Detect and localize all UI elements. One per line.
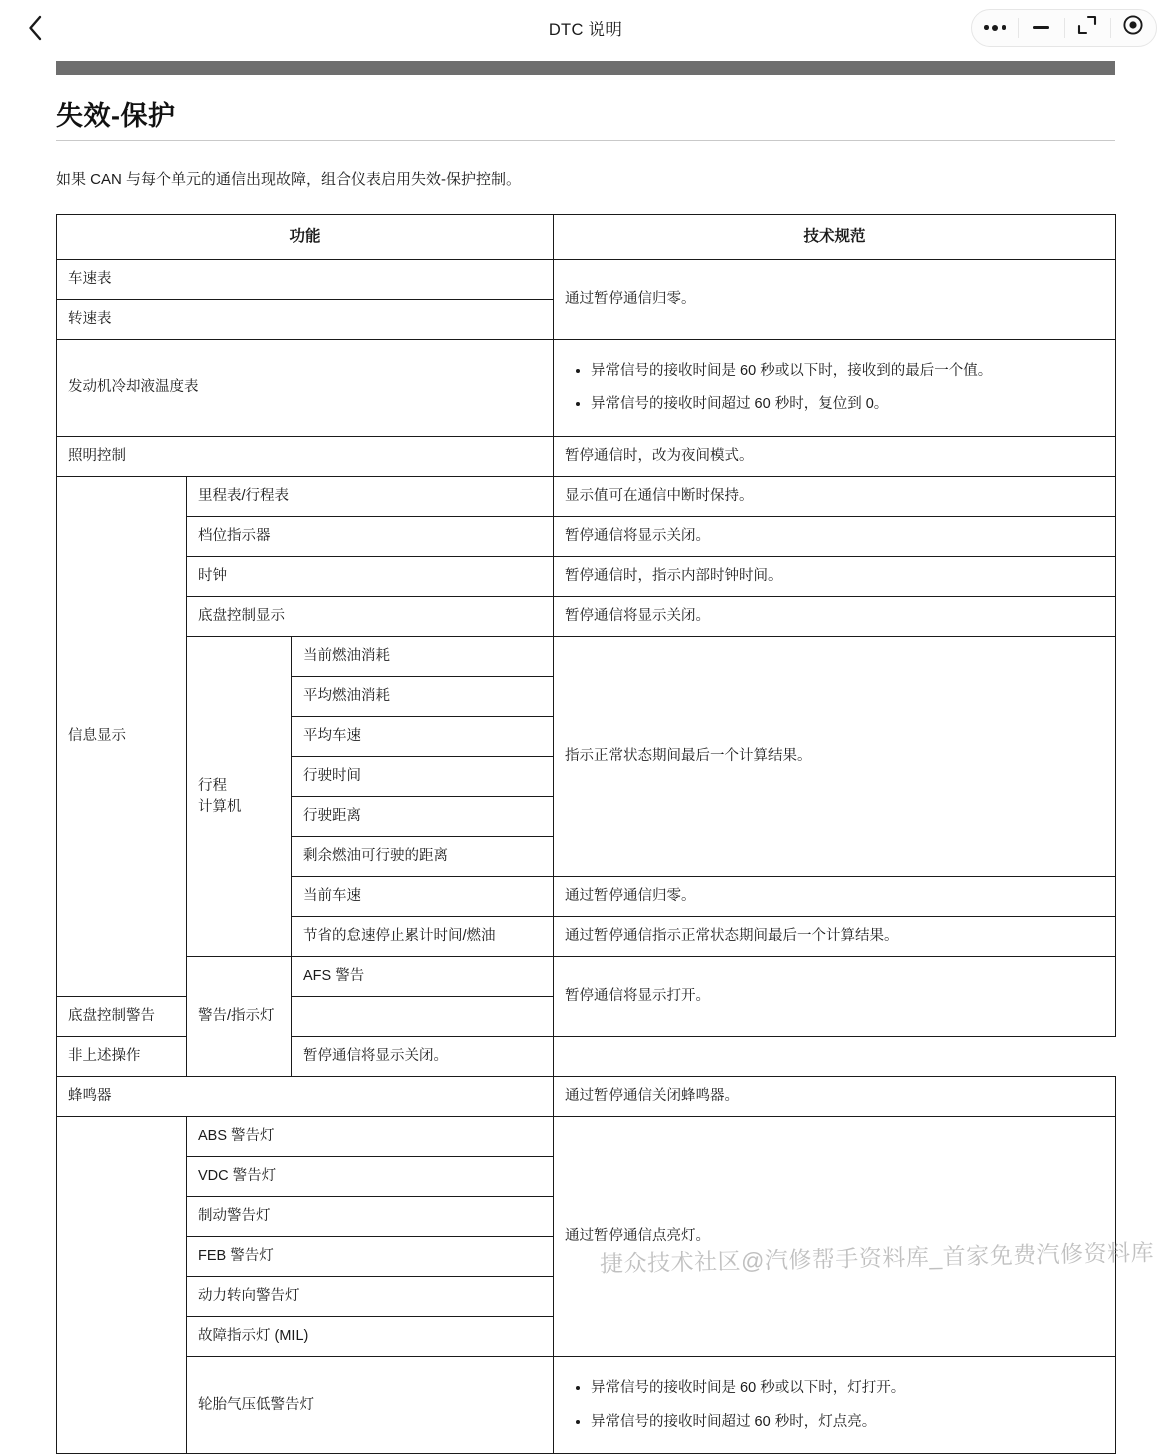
cell-coolant-spec (554, 340, 1116, 437)
cell-mil-lamp: 故障指示灯 (MIL) (187, 1317, 554, 1357)
cell-afs-warning: AFS 警告 (292, 957, 554, 997)
section-heading: 失效-保护 (56, 94, 1115, 140)
table-row (57, 556, 1116, 596)
close-button[interactable] (1110, 10, 1156, 46)
expand-corners-icon (1077, 15, 1097, 40)
cell-illumination-control: 照明控制 (57, 436, 554, 476)
cell-clock-spec: 暂停通信时，指示内部时钟时间。 (554, 556, 1116, 596)
circle-target-icon (1122, 14, 1144, 41)
trip-computer-label-line2: 计算机 (198, 799, 242, 815)
table-row (57, 957, 1116, 997)
cell-chassis-control-warning: 底盘控制警告 (57, 997, 187, 1037)
more-menu-button[interactable] (972, 10, 1018, 46)
cell-tire-spec (554, 1357, 1116, 1454)
cell-average-speed: 平均车速 (292, 717, 554, 757)
cell-low-tire-pressure-lamp: 轮胎气压低警告灯 (187, 1357, 554, 1454)
watermark-text: 捷众技术社区@汽修帮手资料库_首家免费汽修资料库 (600, 1234, 1155, 1279)
minimize-dash-icon (1033, 26, 1049, 29)
list-item: • 异常信号的接收时间超过 60 秒时，灯点亮。 (591, 1411, 1104, 1433)
cell-power-steering-warning-lamp: 动力转向警告灯 (187, 1277, 554, 1317)
table-header-row (57, 214, 1116, 259)
table-row (57, 340, 1116, 437)
cell-current-fuel-consumption: 当前燃油消耗 (292, 637, 554, 677)
tire-bullet-list (565, 1377, 1104, 1433)
cell-current-speed: 当前车速 (292, 877, 554, 917)
cell-brake-warning-lamp: 制动警告灯 (187, 1197, 554, 1237)
cell-lamps-on-spec: 通过暂停通信点亮灯。 (554, 1117, 1116, 1357)
window-controls-capsule (971, 9, 1157, 47)
cell-abs-warning-lamp: ABS 警告灯 (187, 1117, 554, 1157)
cell-buzzer-spec: 通过暂停通信关闭蜂鸣器。 (554, 1077, 1116, 1117)
cell-driving-distance: 行驶距离 (292, 797, 554, 837)
cell-vdc-warning-lamp: VDC 警告灯 (187, 1157, 554, 1197)
cell-illumination-spec: 暂停通信时，改为夜间模式。 (554, 436, 1116, 476)
table-row (57, 1077, 1116, 1117)
cell-idle-stop-saved: 节省的怠速停止累计时间/燃油 (292, 917, 554, 957)
cell-speedometer: 车速表 (57, 259, 554, 299)
cell-gear-indicator: 档位指示器 (187, 516, 554, 556)
cell-feb-warning-lamp: FEB 警告灯 (187, 1237, 554, 1277)
cell-coolant-temp-gauge: 发动机冷却液温度表 (57, 340, 554, 437)
cell-warning-indicator-lamp: 警告/指示灯 (187, 957, 292, 1077)
app-bar (0, 0, 1171, 55)
list-item: • 异常信号的接收时间超过 60 秒时，复位到 0。 (591, 393, 1104, 415)
table-row (57, 597, 1116, 637)
trip-computer-label-line1: 行程 (198, 778, 227, 794)
page-title-bar: DTC 说明 (0, 16, 1171, 40)
list-item: • 异常信号的接收时间是 60 秒或以下时，灯打开。 (591, 1377, 1104, 1399)
table-row (57, 476, 1116, 516)
cell-clock: 时钟 (187, 556, 554, 596)
cell-distance-to-empty: 剩余燃油可行驶的距离 (292, 837, 554, 877)
cell-zero-by-pause: 通过暂停通信归零。 (554, 259, 1116, 339)
cell-warning-off-spec: 暂停通信将显示关闭。 (292, 1037, 554, 1077)
header-spec: 技术规范 (554, 214, 1116, 259)
cell-current-speed-spec: 通过暂停通信归零。 (554, 877, 1116, 917)
list-item: • 异常信号的接收时间是 60 秒或以下时，接收到的最后一个值。 (591, 360, 1104, 382)
table-row (57, 436, 1116, 476)
gray-header-band (56, 61, 1115, 75)
document-body (0, 61, 1171, 1454)
cell-tachometer: 转速表 (57, 299, 554, 339)
expand-button[interactable] (1064, 10, 1110, 46)
cell-warning-lamps-group-blank (57, 1117, 187, 1454)
cell-information-display: 信息显示 (57, 476, 187, 996)
heading-underline (56, 140, 1115, 141)
header-function: 功能 (57, 214, 554, 259)
cell-trip-computer-spec: 指示正常状态期间最后一个计算结果。 (554, 637, 1116, 877)
table-row (57, 516, 1116, 556)
cell-gear-indicator-spec: 暂停通信将显示关闭。 (554, 516, 1116, 556)
cell-other-than-above: 非上述操作 (57, 1037, 187, 1077)
table-row (57, 1357, 1116, 1454)
intro-paragraph: 如果 CAN 与每个单元的通信出现故障，组合仪表启用失效-保护控制。 (56, 169, 1115, 192)
cell-odometer-trip: 里程表/行程表 (187, 476, 554, 516)
cell-driving-time: 行驶时间 (292, 757, 554, 797)
cell-trip-computer (187, 637, 292, 957)
cell-chassis-control-display: 底盘控制显示 (187, 597, 554, 637)
cell-chassis-control-display-spec: 暂停通信将显示关闭。 (554, 597, 1116, 637)
minimize-button[interactable] (1018, 10, 1064, 46)
table-row (57, 1117, 1116, 1157)
cell-warning-on-spec: 暂停通信将显示打开。 (554, 957, 1116, 1037)
cell-idle-stop-saved-spec: 通过暂停通信指示正常状态期间最后一个计算结果。 (554, 917, 1116, 957)
cell-odometer-trip-spec: 显示值可在通信中断时保持。 (554, 476, 1116, 516)
coolant-bullet-list (565, 360, 1104, 416)
more-dots-icon (984, 25, 1006, 31)
cell-average-fuel-consumption: 平均燃油消耗 (292, 677, 554, 717)
table-row (57, 259, 1116, 299)
cell-buzzer: 蜂鸣器 (57, 1077, 554, 1117)
table-row (57, 637, 1116, 677)
failsafe-spec-table (56, 214, 1116, 1454)
